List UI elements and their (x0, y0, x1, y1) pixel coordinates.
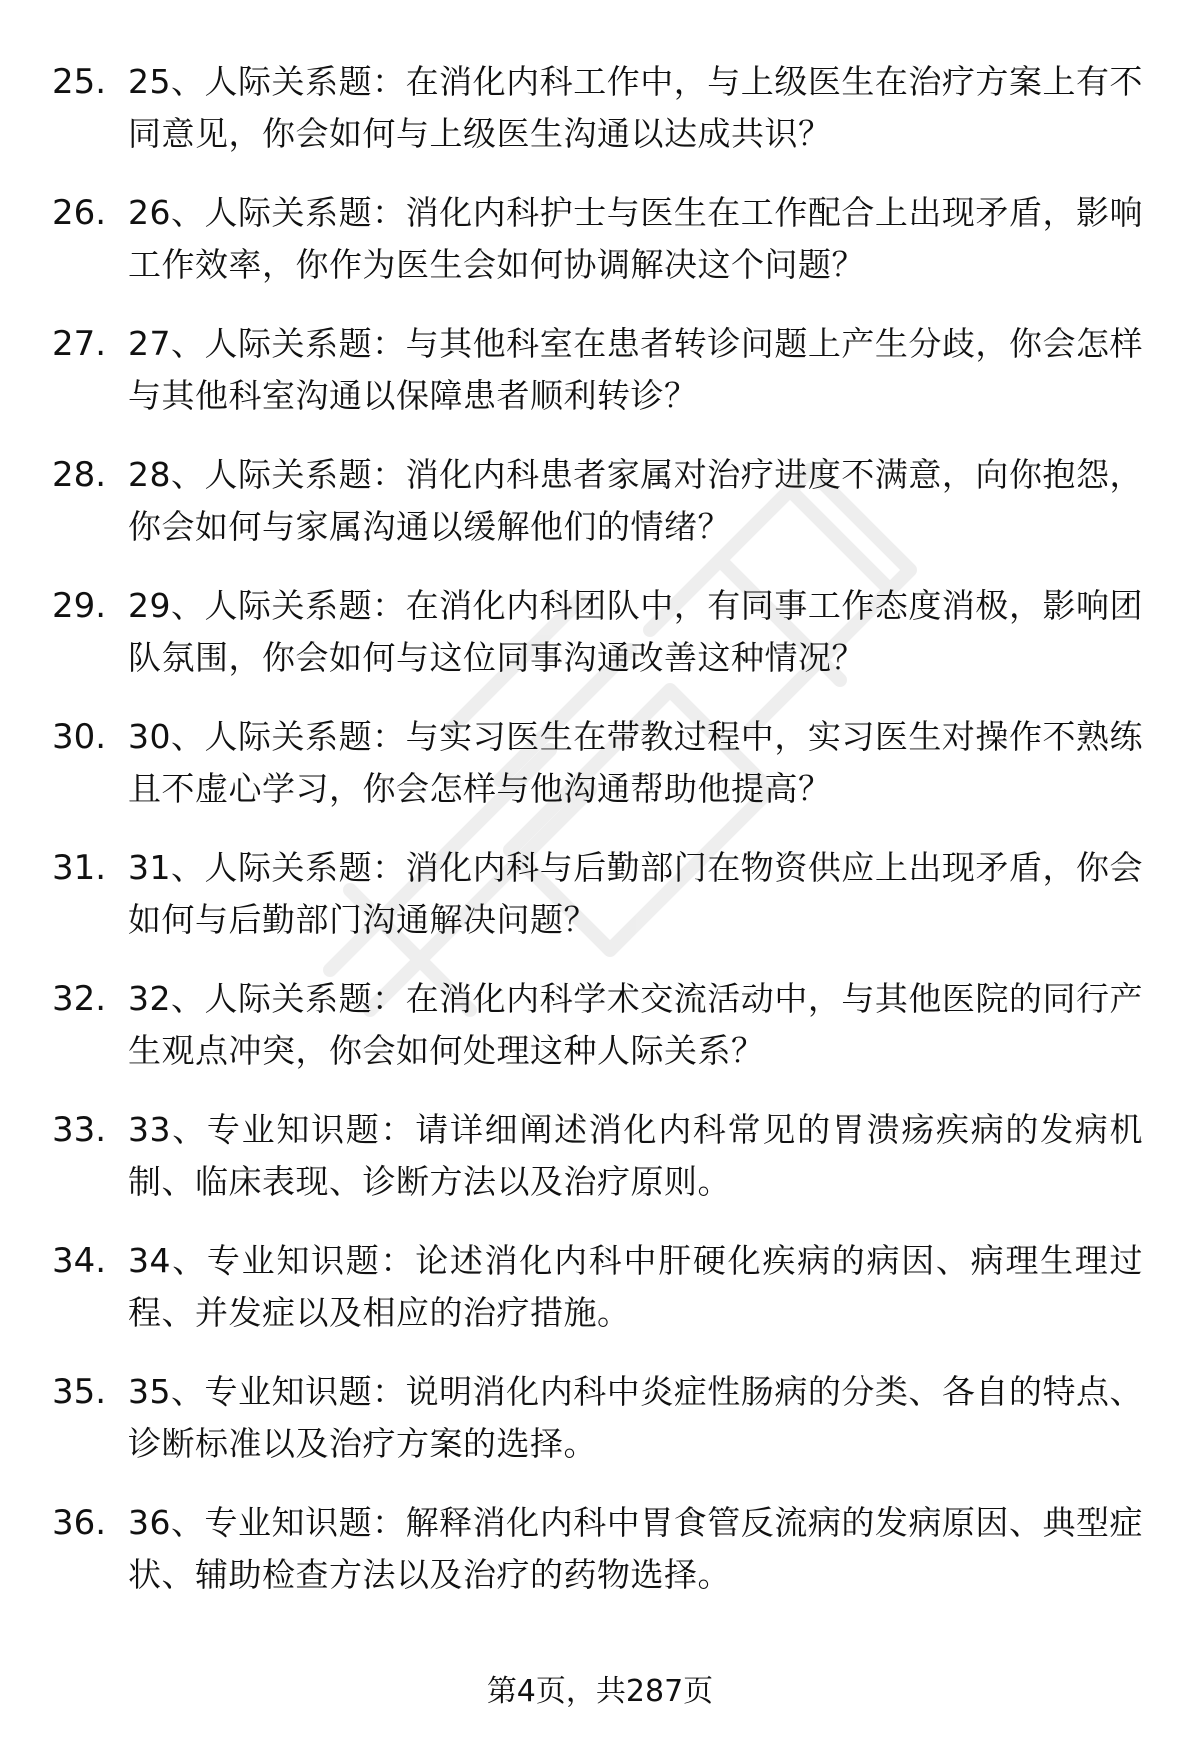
question-item (0, 711, 1200, 842)
question-number: 36. (52, 1503, 107, 1543)
question-item (0, 1104, 1200, 1235)
question-number: 26. (52, 193, 107, 233)
question-text: 36、专业知识题：解释消化内科中胃食管反流病的发病原因、典型症状、辅助检查方法以及治疗的药物选择。 (128, 1503, 1143, 1594)
question-number: 33. (52, 1110, 107, 1150)
question-item (0, 56, 1200, 187)
question-text: 35、专业知识题：说明消化内科中炎症性肠病的分类、各自的特点、诊断标准以及治疗方案的选择。 (128, 1372, 1143, 1463)
question-number: 30. (52, 717, 107, 757)
question-item (0, 842, 1200, 973)
question-item (0, 318, 1200, 449)
question-text: 26、人际关系题：消化内科护士与医生在工作配合上出现矛盾，影响工作效率，你作为医生会如何协调解决这个问题？ (128, 193, 1143, 284)
question-item (0, 1497, 1200, 1628)
question-number: 28. (52, 455, 107, 495)
question-number: 32. (52, 979, 107, 1019)
question-text: 28、人际关系题：消化内科患者家属对治疗进度不满意，向你抱怨，你会如何与家属沟通以缓解他们的情绪？ (128, 455, 1143, 546)
question-number: 35. (52, 1372, 107, 1412)
question-number: 31. (52, 848, 107, 888)
question-text: 33、专业知识题：请详细阐述消化内科常见的胃溃疡疾病的发病机制、临床表现、诊断方法以及治疗原则。 (128, 1110, 1143, 1201)
question-number: 27. (52, 324, 107, 364)
question-number: 34. (52, 1241, 107, 1281)
question-text: 25、人际关系题：在消化内科工作中，与上级医生在治疗方案上有不同意见，你会如何与上级医生沟通以达成共识？ (128, 62, 1143, 153)
question-text: 30、人际关系题：与实习医生在带教过程中，实习医生对操作不熟练且不虚心学习，你会怎样与他沟通帮助他提高？ (128, 717, 1143, 808)
question-item (0, 1235, 1200, 1366)
question-item (0, 1366, 1200, 1497)
question-text: 27、人际关系题：与其他科室在患者转诊问题上产生分歧，你会怎样与其他科室沟通以保障患者顺利转诊？ (128, 324, 1143, 415)
question-text: 32、人际关系题：在消化内科学术交流活动中，与其他医院的同行产生观点冲突，你会如何处理这种人际关系？ (128, 979, 1143, 1070)
page-footer: 第4页，共287页 (486, 1674, 714, 1709)
question-item (0, 187, 1200, 318)
question-item (0, 580, 1200, 711)
question-list (0, 56, 1200, 1628)
question-number: 29. (52, 586, 107, 626)
question-number: 25. (52, 62, 107, 102)
question-text: 31、人际关系题：消化内科与后勤部门在物资供应上出现矛盾，你会如何与后勤部门沟通解决问题？ (128, 848, 1143, 939)
question-item (0, 973, 1200, 1104)
question-item (0, 449, 1200, 580)
question-text: 34、专业知识题：论述消化内科中肝硬化疾病的病因、病理生理过程、并发症以及相应的治疗措施。 (128, 1241, 1143, 1332)
question-text: 29、人际关系题：在消化内科团队中，有同事工作态度消极，影响团队氛围，你会如何与这位同事沟通改善这种情况？ (128, 586, 1143, 677)
